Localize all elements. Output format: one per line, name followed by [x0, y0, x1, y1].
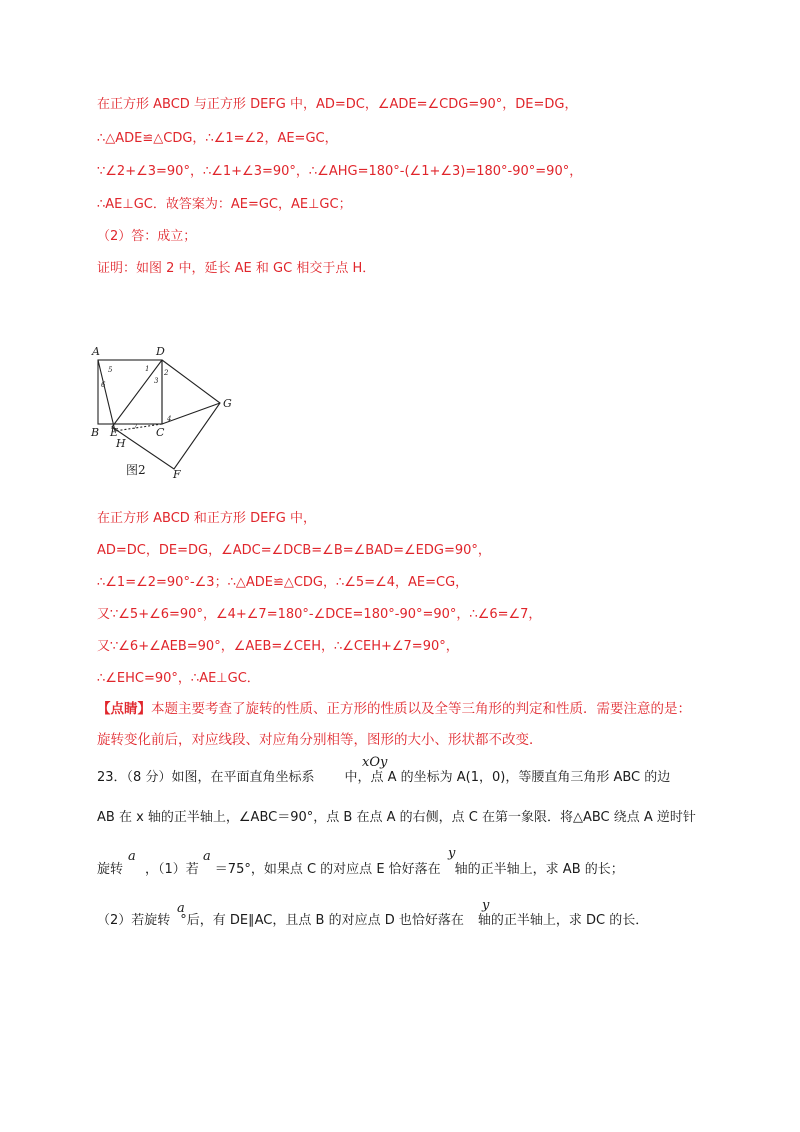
comment-tag: 【点睛】 — [97, 701, 151, 717]
var-a-1: a — [128, 849, 136, 864]
problem23-line-1-part-2: 中，点 A 的坐标为 A(1，0)，等腰直角三角形 ABC 的边 — [344, 770, 671, 785]
label-a: A — [92, 345, 100, 358]
proof-line-1: 在正方形 ABCD 和正方形 DEFG 中， — [97, 511, 316, 526]
var-xoy: xOy — [362, 755, 388, 770]
comment-line-2: 旋转变化前后，对应线段、对应角分别相等，图形的大小、形状都不改变． — [97, 732, 543, 748]
proof-line-6: ∴∠EHC=90°，∴AE⊥GC． — [97, 671, 260, 686]
angle-2: 2 — [164, 369, 169, 377]
solution-line-3: ∵∠2+∠3=90°，∴∠1+∠3=90°，∴∠AHG=180°-(∠1+∠3)=180°-90°=90°， — [97, 164, 583, 179]
solution-line-1: 在正方形 ABCD 与正方形 DEFG 中，AD=DC，∠ADE=∠CDG=90°，DE=DG， — [97, 97, 578, 112]
problem23-line-3-part-4: 轴的正半轴上，求 AB 的长； — [454, 862, 624, 877]
var-y-2: y — [482, 898, 490, 913]
angle-5: 5 — [108, 366, 113, 374]
solution-line-6: 证明：如图 2 中，延长 AE 和 GC 相交于点 H． — [97, 261, 376, 276]
comment-text-1: 本题主要考查了旋转的性质、正方形的性质以及全等三角形的判定和性质．需要注意的是： — [151, 701, 691, 717]
solution-line-2: ∴△ADE≌△CDG，∴∠1=∠2，AE=GC， — [97, 131, 338, 146]
var-y-1: y — [448, 846, 456, 861]
problem23-line-4-part-3: 轴的正半轴上，求 DC 的长． — [477, 913, 649, 928]
label-b: B — [91, 426, 100, 439]
geometry-figure-2 — [90, 343, 250, 483]
proof-line-3: ∴∠1=∠2=90°-∠3；∴△ADE≌△CDG，∴∠5=∠4，AE=CG， — [97, 575, 469, 590]
problem23-line-4-part-1: （2）若旋转 — [97, 913, 171, 928]
label-f: F — [173, 468, 181, 481]
label-h: H — [116, 437, 126, 450]
angle-3: 3 — [154, 377, 159, 385]
var-a-2: a — [203, 849, 211, 864]
angle-1: 1 — [145, 365, 150, 373]
problem23-line-3-part-3: ＝75°，如果点 C 的对应点 E 恰好落在 — [214, 862, 441, 877]
proof-line-2: AD=DC，DE=DG，∠ADC=∠DCB=∠B=∠BAD=∠EDG=90°， — [97, 543, 491, 558]
problem23-line-3 — [97, 862, 624, 878]
var-a-3: a — [177, 901, 185, 916]
problem23-line-1 — [97, 770, 670, 786]
problem23-line-1-part-1: 23．（8 分）如图，在平面直角坐标系 — [97, 770, 315, 785]
label-c: C — [156, 426, 165, 439]
solution-line-5: （2）答：成立； — [97, 229, 197, 244]
label-e: E — [110, 426, 119, 439]
proof-line-5: 又∵∠6+∠AEB=90°，∠AEB=∠CEH，∴∠CEH+∠7=90°， — [97, 639, 459, 654]
angle-4: 4 — [167, 415, 172, 423]
figure-caption: 图2 — [126, 463, 146, 477]
problem23-line-2: AB 在 x 轴的正半轴上，∠ABC＝90°，点 B 在点 A 的右侧，点 C 在第一象限．将△ABC 绕点 A 逆时针 — [97, 810, 696, 825]
solution-line-4: ∴AE⊥GC．故答案为：AE=GC，AE⊥GC； — [97, 197, 352, 212]
problem23-line-3-part-2: ，（1）若 — [145, 862, 199, 877]
angle-7: 7 — [133, 423, 138, 431]
label-g: G — [223, 397, 232, 410]
angle-6: 6 — [101, 381, 106, 389]
proof-line-4: 又∵∠5+∠6=90°，∠4+∠7=180°-∠DCE=180°-90°=90°，∴∠6=∠7， — [97, 607, 542, 622]
problem23-line-3-part-1: 旋转 — [97, 862, 124, 877]
comment-line-1 — [97, 701, 691, 717]
problem23-line-4-part-2: °后，有 DE∥AC，且点 B 的对应点 D 也恰好落在 — [180, 913, 464, 928]
segment-ch-dashed — [115, 424, 162, 431]
label-d: D — [156, 345, 165, 358]
